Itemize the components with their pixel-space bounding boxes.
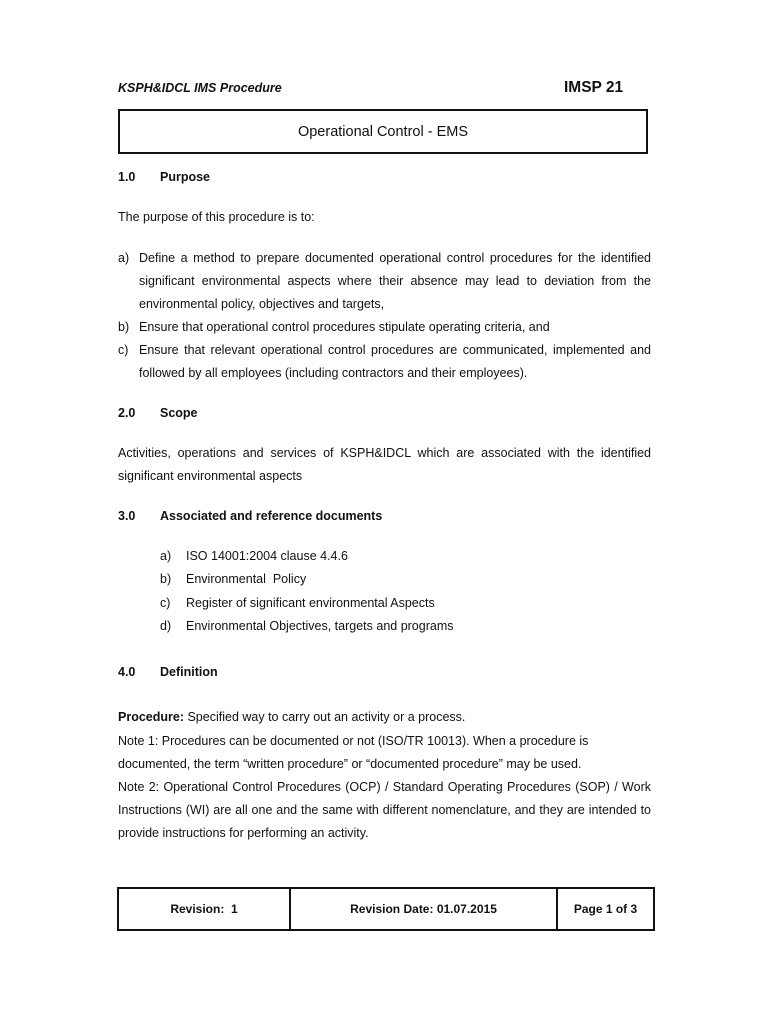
reference-item — [160, 549, 348, 563]
section-title: Scope — [160, 406, 198, 420]
list-item — [118, 339, 651, 385]
page-title-box — [118, 109, 648, 154]
section-title: Definition — [160, 665, 218, 679]
definition-term: Procedure: — [118, 710, 184, 724]
reference-item — [160, 596, 435, 610]
list-marker: c) — [118, 343, 129, 357]
list-item — [118, 316, 651, 339]
footer-revision-cell — [119, 889, 291, 929]
document-code: IMSP 21 — [564, 79, 624, 96]
reference-text: Register of significant environmental Aspects — [186, 596, 435, 610]
document-name: KSPH&IDCL IMS Procedure — [118, 81, 282, 95]
scope-text: Activities, operations and services of KSPH&IDCL which are associated with the identified significant environmental aspects — [118, 446, 651, 483]
section-purpose-heading — [118, 170, 210, 184]
reference-text: Environmental Objectives, targets and programs — [186, 619, 454, 633]
list-item — [118, 247, 651, 316]
definition-note-2: Note 2: Operational Control Procedures (OCP) / Standard Operating Procedures (SOP) / Work Instructions (WI) are all one and the same with different nomenclature, and they are intended to provide instructions for performing an activity. — [118, 780, 651, 840]
definition-note-1: Note 1: Procedures can be documented or not (ISO/TR 10013). When a procedure is documented, the term “written procedure” or “documented procedure” may be used. — [118, 734, 589, 771]
list-marker: a) — [118, 251, 130, 265]
footer-date-cell — [291, 889, 558, 929]
list-item-text: Define a method to prepare documented operational control procedures for the identified significant environmental aspects where their absence may lead to deviation from the environmental policy, objectives and targets, — [139, 251, 651, 311]
section-number: 3.0 — [118, 509, 136, 523]
reference-text: Environmental Policy — [186, 572, 307, 586]
revision-date: Revision Date: 01.07.2015 — [350, 902, 497, 916]
section-number: 1.0 — [118, 170, 136, 184]
list-marker: a) — [160, 549, 172, 563]
reference-item — [160, 619, 454, 633]
reference-item — [160, 572, 306, 586]
page-title: Operational Control - EMS — [297, 123, 469, 140]
definition-procedure — [118, 706, 651, 729]
revision-number: Revision: 1 — [170, 902, 238, 916]
section-references-heading — [118, 509, 382, 523]
page-number: Page 1 of 3 — [573, 902, 638, 916]
list-marker: b) — [118, 320, 130, 334]
list-item-text: Ensure that operational control procedures stipulate operating criteria, and — [139, 320, 550, 334]
section-title: Purpose — [160, 170, 211, 184]
definition-text: Specified way to carry out an activity or a process. — [184, 710, 466, 724]
section-scope-heading — [118, 406, 198, 420]
section-number: 4.0 — [118, 665, 136, 679]
list-marker: b) — [160, 572, 172, 586]
footer-page-cell — [558, 889, 653, 929]
section-number: 2.0 — [118, 406, 136, 420]
list-marker: d) — [160, 619, 172, 633]
reference-text: ISO 14001:2004 clause 4.4.6 — [186, 549, 348, 563]
purpose-intro: The purpose of this procedure is to: — [118, 210, 315, 224]
list-marker: c) — [160, 596, 171, 610]
revision-footer-table — [117, 887, 655, 931]
section-definition-heading — [118, 665, 218, 679]
section-title: Associated and reference documents — [160, 509, 383, 523]
list-item-text: Ensure that relevant operational control procedures are communicated, implemented and followed by all employees (including contractors and their employees). — [139, 343, 651, 380]
